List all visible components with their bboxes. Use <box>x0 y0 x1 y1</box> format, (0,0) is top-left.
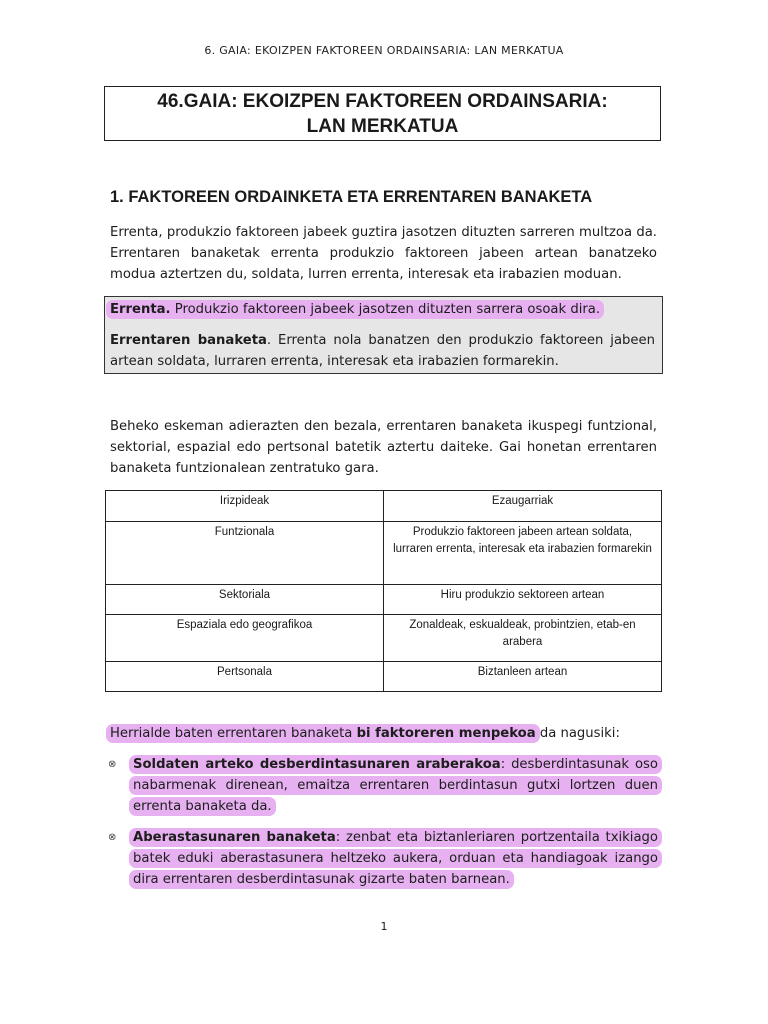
table-header-cell: Ezaugarriak <box>384 491 662 522</box>
dependency-text-end: da nagusiki: <box>535 726 620 741</box>
table-cell: Espaziala edo geografikoa <box>106 615 384 662</box>
running-header: 6. GAIA: EKOIZPEN FAKTOREEN ORDAINSARIA: LAN MERKATUA <box>204 44 564 57</box>
bullet-term: Soldaten arteko desberdintasunaren araberakoa <box>133 757 501 772</box>
criteria-table <box>105 490 662 692</box>
table-cell: Funtzionala <box>106 522 384 585</box>
dependency-text: Herrialde baten errentaren banaketa <box>110 726 357 741</box>
definition-term: Errentaren banaketa <box>110 333 267 348</box>
definition-text: . Errenta nola banatzen den produkzio faktoreen jabeen artean soldata, lurraren errenta, interesak eta irabazien formarekin. <box>110 333 655 369</box>
bullet-term: Aberastasunaren banaketa <box>133 830 336 845</box>
definition-errenta <box>110 299 600 320</box>
highlight <box>106 300 604 319</box>
table-cell: Pertsonala <box>106 662 384 692</box>
factor-list <box>106 754 658 900</box>
bullet-text: : desberdintasunak oso nabarmenak direnean, emaitza errentaren berdintasun gutxi lortzen duen errenta banaketa da. <box>133 757 658 814</box>
table-cell: Biztanleen artean <box>384 662 662 692</box>
table-cell: Zonaldeak, eskualdeak, probintzien, etab-en arabera <box>384 615 662 662</box>
highlight <box>129 755 662 816</box>
definition-text: Produkzio faktoreen jabeek jasotzen dituzten sarrera osoak dira. <box>170 302 601 317</box>
highlight <box>106 724 540 743</box>
table-cell: Sektoriala <box>106 585 384 615</box>
dependency-paragraph <box>110 723 657 744</box>
section-heading: 1. FAKTOREEN ORDAINKETA ETA ERRENTAREN BANAKETA <box>110 188 593 206</box>
scheme-paragraph: Beheko eskeman adierazten den bezala, errentaren banaketa ikuspegi funtzional, sektorial, espazial edo pertsonal batetik aztertu daiteke. Gai honetan errentaren banaketa funtzionalean zentratuko gara. <box>110 419 657 476</box>
table-header-row <box>106 491 662 522</box>
bullet-text: : zenbat eta biztanleriaren portzentaila txikiago batek eduki aberastasunera heltzeko aukera, orduan eta handiagoak izango dira errentaren desberdintasunak gizarte baten barnean. <box>133 830 658 887</box>
list-item <box>106 754 658 817</box>
definition-banaketa <box>110 330 655 372</box>
highlight <box>129 828 662 889</box>
page-number: 1 <box>380 920 388 933</box>
bullet-icon: ⊗ <box>108 759 117 770</box>
definition-box <box>104 296 663 374</box>
table-row <box>106 662 662 692</box>
table-row <box>106 585 662 615</box>
list-item <box>106 827 658 890</box>
bullet-icon: ⊗ <box>108 832 117 843</box>
dependency-emphasis: bi faktoreren menpekoa <box>356 726 536 741</box>
table-cell: Produkzio faktoreen jabeen artean soldata, lurraren errenta, interesak eta irabazien formarekin <box>384 522 662 585</box>
table-header-cell: Irizpideak <box>106 491 384 522</box>
definition-term: Errenta. <box>110 302 171 317</box>
table-row <box>106 522 662 585</box>
title-line-2: LAN MERKATUA <box>306 115 459 137</box>
intro-paragraph: Errenta, produkzio faktoreen jabeek guztira jasotzen dituzten sarreren multzoa da. Errentaren banaketak errenta produkzio faktoreen jabeen artean banatzeko modua aztertzen du, soldata, lurren errenta, interesak eta irabazien moduan. <box>110 225 657 282</box>
table-cell: Hiru produkzio sektoreen artean <box>384 585 662 615</box>
table-row <box>106 615 662 662</box>
title-line-1: 46.GAIA: EKOIZPEN FAKTOREEN ORDAINSARIA: <box>157 90 608 112</box>
title-box <box>104 86 661 141</box>
